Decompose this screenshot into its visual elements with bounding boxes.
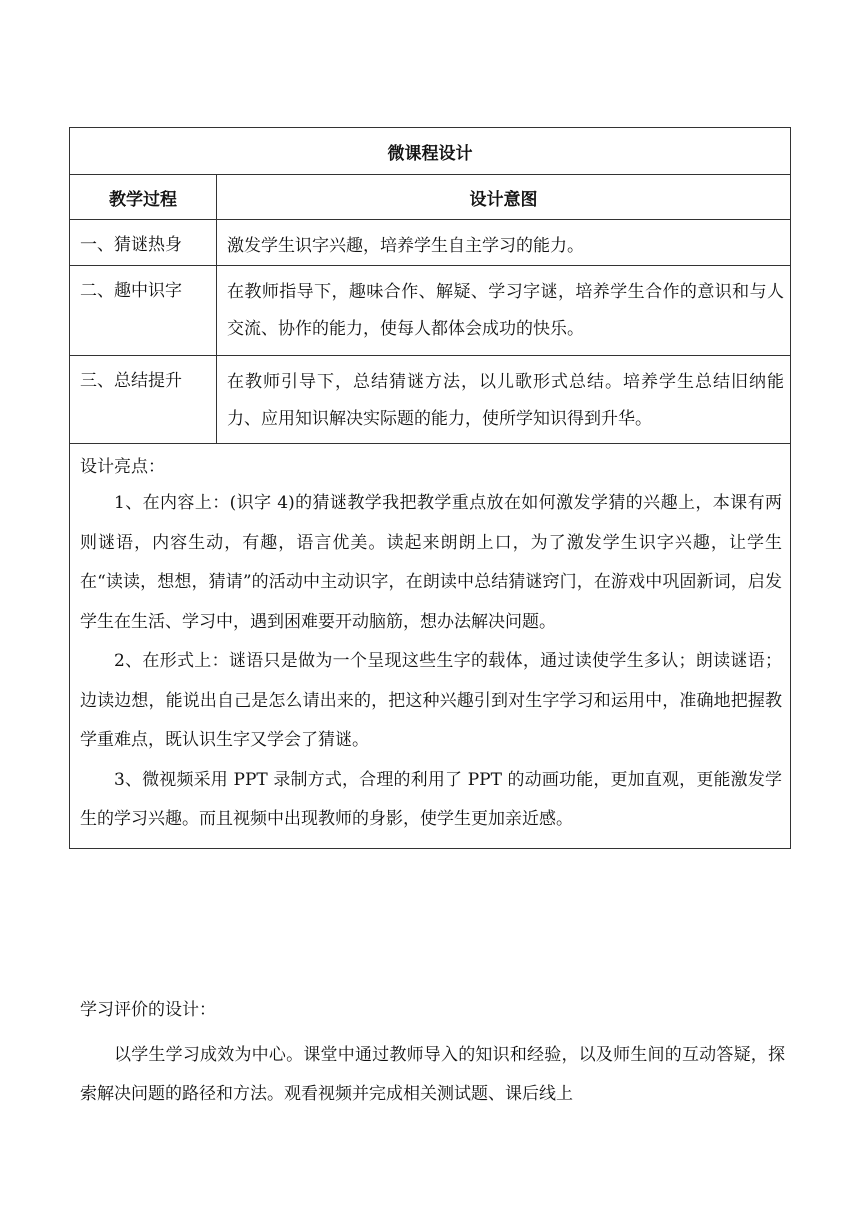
table-row — [70, 266, 791, 356]
step-label: 三、总结提升 — [70, 356, 217, 444]
step-label: 一、猜谜热身 — [70, 220, 217, 266]
step-intent: 激发学生识字兴趣，培养学生自主学习的能力。 — [217, 220, 791, 266]
header-design-intent: 设计意图 — [217, 175, 791, 220]
highlight-paragraph: 3、微视频采用 PPT 录制方式，合理的利用了 PPT 的动画功能，更加直观，更能激发学生的学习兴趣。而且视频中出现教师的身影，使学生更加亲近感。 — [80, 769, 782, 829]
evaluation-body: 以学生学习成效为中心。课堂中通过教师导入的知识和经验，以及师生间的互动答疑，探索解决问题的路径和方法。观看视频并完成相关测试题、课后线上 — [80, 1045, 785, 1104]
highlight-paragraph: 2、在形式上：谜语只是做为一个呈现这些生字的载体，通过读使学生多认；朗读谜语；边读边想，能说出自己是怎么请出来的，把这种兴趣引到对生字学习和运用中，准确地把握教学重难点，既认识生字又学会了猜谜。 — [80, 651, 782, 750]
design-highlights — [70, 444, 791, 849]
course-design-table — [69, 127, 791, 849]
step-intent: 在教师引导下，总结猜谜方法，以儿歌形式总结。培养学生总结旧纳能力、应用知识解决实际题的能力，使所学知识得到升华。 — [217, 356, 791, 444]
header-teaching-process: 教学过程 — [70, 175, 217, 220]
step-intent: 在教师指导下，趣味合作、解疑、学习字谜，培养学生合作的意识和与人交流、协作的能力，使每人都体会成功的快乐。 — [217, 266, 791, 356]
step-label: 二、趣中识字 — [70, 266, 217, 356]
table-row — [70, 220, 791, 266]
table-row — [70, 356, 791, 444]
evaluation-title: 学习评价的设计： — [80, 1000, 216, 1020]
highlight-paragraph: 1、在内容上：(识字 4)的猜谜教学我把教学重点放在如何激发学猜的兴趣上，本课有两则谜语，内容生动，有趣，语言优美。读起来朗朗上口，为了激发学生识字兴趣，让学生在“读读，想想，猜请”的活动中主动识字，在朗读中总结猜谜窍门，在游戏中巩固新词，启发学生在生活、学习中，遇到困难要开动脑筋，想办法解决问题。 — [80, 493, 782, 632]
highlights-title: 设计亮点： — [80, 457, 165, 477]
table-title: 微课程设计 — [70, 128, 791, 175]
